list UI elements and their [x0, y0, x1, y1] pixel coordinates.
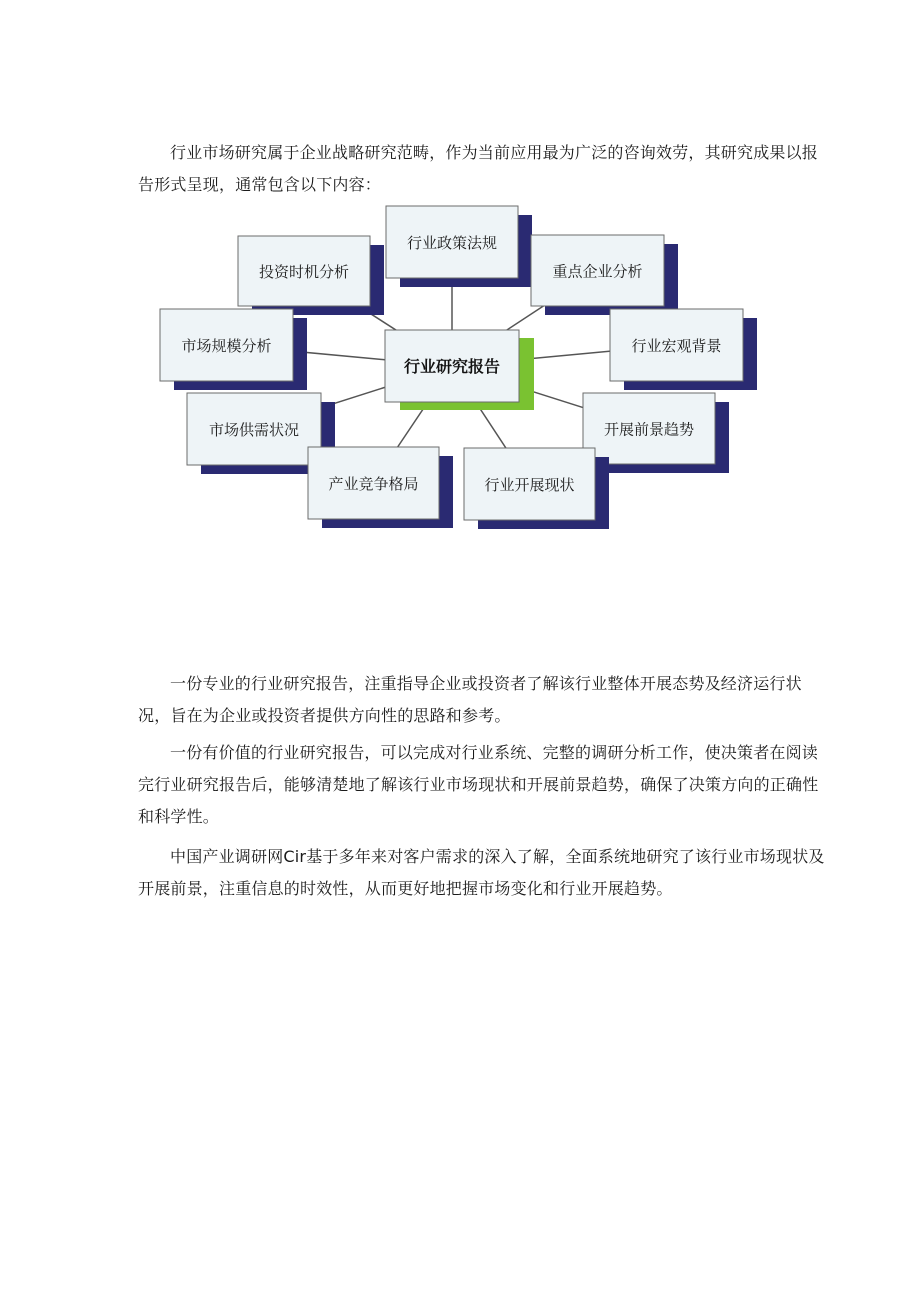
node-label: 开展前景趋势 — [603, 420, 695, 439]
center-box-label: 行业研究报告 — [403, 357, 501, 376]
report-content-diagram — [0, 0, 920, 560]
node-label: 产业竞争格局 — [328, 475, 419, 493]
paragraph-1: 一份专业的行业研究报告，注重指导企业或投资者了解该行业整体开展态势及经济运行状况，旨在为企业或投资者提供方向性的思路和参考。 — [138, 674, 802, 725]
diagram-center — [385, 330, 534, 410]
diagram-node — [238, 236, 384, 315]
paragraph-2: 一份有价值的行业研究报告，可以完成对行业系统、完整的调研分析工作，使决策者在阅读完行业研究报告后，能够清楚地了解该行业市场现状和开展前景趋势，确保了决策方向的正确性和科学性。 — [138, 743, 819, 826]
node-label: 行业宏观背景 — [631, 337, 722, 355]
diagram-node — [464, 448, 609, 529]
diagram-node — [160, 309, 307, 390]
node-label: 行业政策法规 — [406, 234, 498, 252]
node-label: 重点企业分析 — [552, 262, 643, 281]
node-label: 行业开展现状 — [484, 476, 575, 494]
diagram-node — [531, 235, 678, 315]
node-label: 投资时机分析 — [258, 263, 350, 281]
intro-paragraph: 行业市场研究属于企业战略研究范畴，作为当前应用最为广泛的咨询效劳，其研究成果以报告形式呈现，通常包含以下内容： — [138, 143, 819, 194]
diagram-node — [610, 309, 757, 390]
diagram-node — [386, 206, 532, 287]
node-label: 市场规模分析 — [181, 337, 272, 355]
diagram-node — [308, 447, 453, 528]
paragraph-3: 中国产业调研网Cir基于多年来对客户需求的深入了解，全面系统地研究了该行业市场现状及开展前景，注重信息的时效性，从而更好地把握市场变化和行业开展趋势。 — [138, 847, 825, 898]
node-label: 市场供需状况 — [208, 421, 300, 439]
